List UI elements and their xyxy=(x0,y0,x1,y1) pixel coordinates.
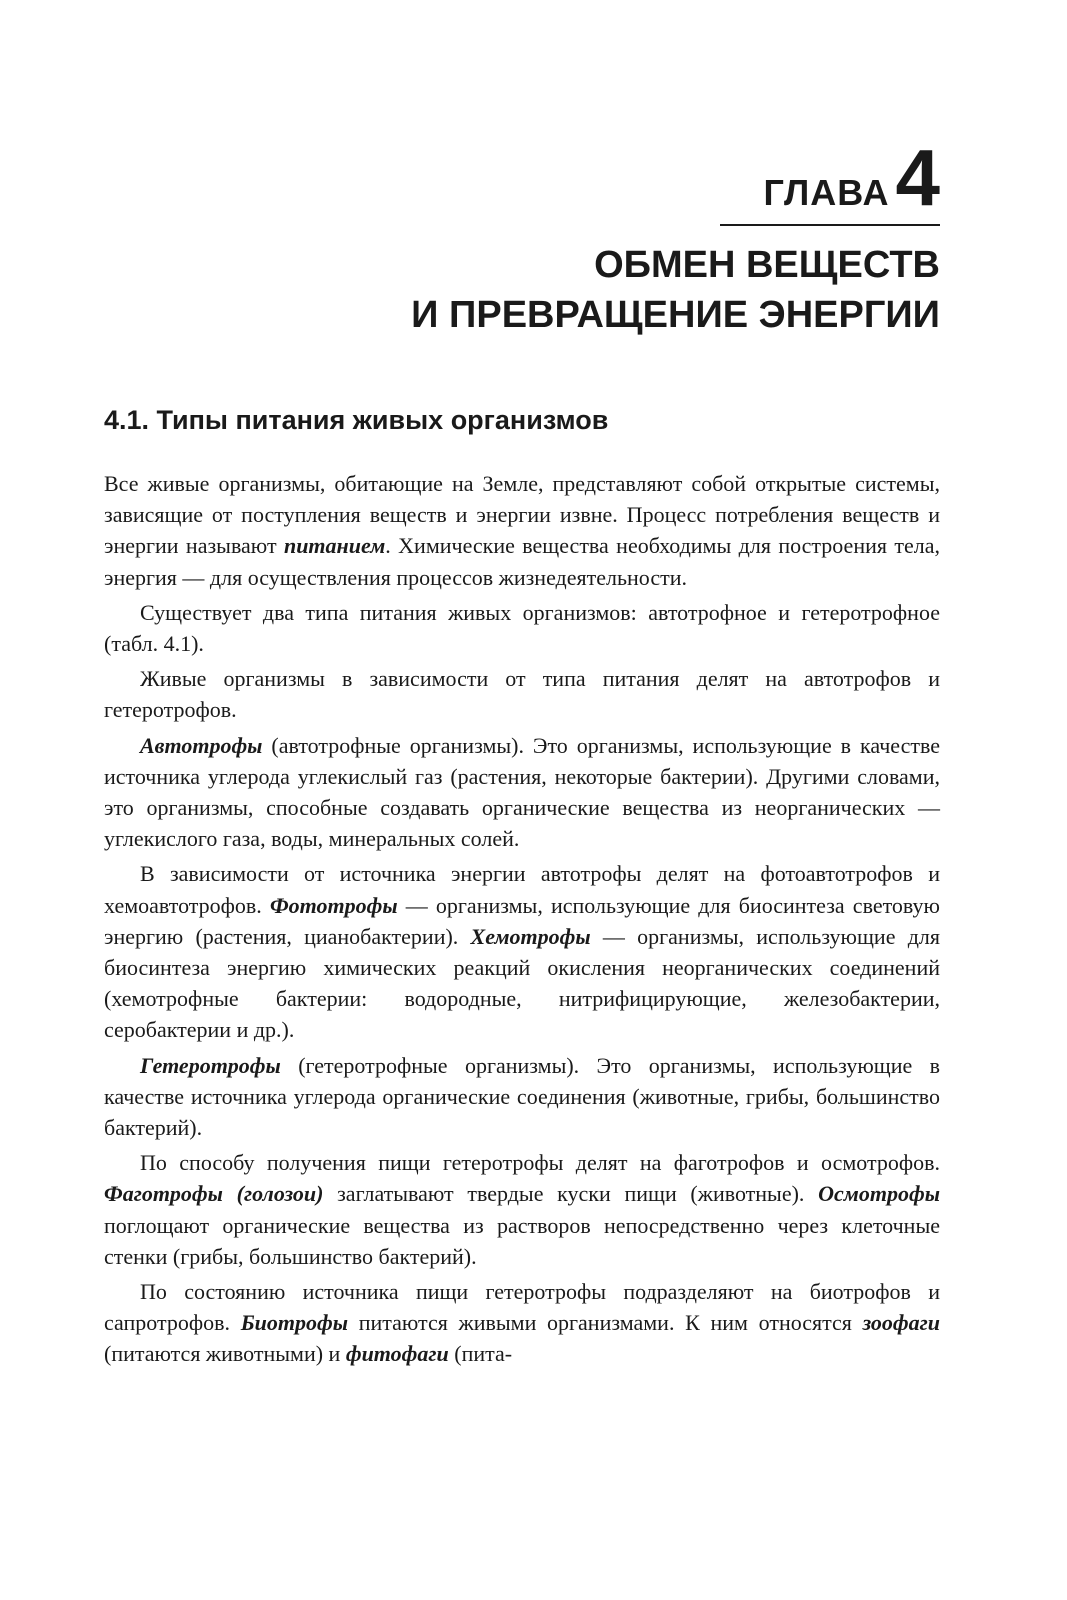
term-zoophages: зоофаги xyxy=(862,1310,940,1336)
body-text xyxy=(104,468,940,1374)
term-phytophages: фитофаги xyxy=(345,1341,449,1367)
chapter-number: 4 xyxy=(895,133,940,222)
text-span: — организмы, использующие для биосинтеза световую энергию (растения, цианобактерии). xyxy=(104,892,940,949)
term-nutrition: питанием xyxy=(283,533,386,559)
chapter-title-line-2: И ПРЕВРАЩЕНИЕ ЭНЕРГИИ xyxy=(411,294,940,336)
chapter-heading xyxy=(720,133,940,226)
section-title: 4.1. Типы питания живых организмов xyxy=(104,405,609,435)
chapter-word: ГЛАВА xyxy=(763,172,890,213)
term-phototrophs: Фототрофы xyxy=(269,892,398,918)
term-autotrophs: Автотрофы xyxy=(140,732,263,758)
term-heterotrophs: Гетеротрофы xyxy=(140,1052,281,1078)
term-chemotrophs: Хемотрофы xyxy=(470,923,591,949)
paragraph-1 xyxy=(104,468,940,593)
term-osmotrophs: Осмотрофы xyxy=(818,1181,940,1207)
paragraph-4 xyxy=(104,730,940,855)
text-span: (пита- xyxy=(448,1341,513,1367)
paragraph-2: Существует два типа питания живых организмов: автотрофное и гетеротрофное (табл. 4.1). xyxy=(104,599,940,657)
paragraph-5 xyxy=(104,858,940,1045)
text-span: — организмы, использующие для биосинтеза энергию химических реакций окисления неорганических соединений (хемотрофные бактерии: водородные, нитрифицирующие, железобактерии, серобактерии и др.). xyxy=(104,923,940,1043)
text-span: Все живые организмы, обитающие на Земле, представляют собой открытые системы, зависящие от поступления веществ и энергии извне. Процесс потребления веществ и энергии называют xyxy=(104,471,940,559)
chapter-title-line-1: ОБМЕН ВЕЩЕСТВ xyxy=(594,244,940,286)
paragraph-7 xyxy=(104,1147,940,1272)
text-span: (автотрофные организмы). Это организмы, использующие в качестве источника углерода углекислый газ (растения, некоторые бактерии). Другими словами, это организмы, способные создавать органические вещества из неорганических — углекислого газа, воды, минеральных солей. xyxy=(104,732,940,852)
term-phagotrophs: Фаготрофы (голозои) xyxy=(104,1181,324,1207)
paragraph-3: Живые организмы в зависимости от типа питания делят на автотрофов и гетеротрофов. xyxy=(104,666,940,723)
paragraph-8 xyxy=(104,1276,940,1370)
text-span: питаются живыми организмами. К ним относятся xyxy=(348,1310,863,1336)
term-biotrophs: Биотрофы xyxy=(240,1310,349,1336)
chapter-title xyxy=(411,240,940,340)
text-span: . Химические вещества необходимы для построения тела, энергия — для осуществления процессов жизнедеятельности. xyxy=(104,533,940,590)
text-span: заглатывают твердые куски пищи (животные). xyxy=(323,1181,819,1207)
text-span: По способу получения пищи гетеротрофы делят на фаготрофов и осмотрофов. xyxy=(140,1150,940,1176)
text-span: (гетеротрофные организмы). Это организмы, использующие в качестве источника углерода органические соединения (животные, грибы, большинство бактерий). xyxy=(104,1052,940,1141)
text-span: поглощают органические вещества из растворов непосредственно через клеточные стенки (грибы, большинство бактерий). xyxy=(104,1212,940,1269)
text-span: В зависимости от источника энергии автотрофы делят на фотоавтотрофов и хемоавтотрофов. xyxy=(104,861,940,918)
book-page xyxy=(104,0,940,1600)
paragraph-6 xyxy=(104,1050,940,1144)
text-span: (питаются животными) и xyxy=(104,1341,346,1367)
text-span: По состоянию источника пищи гетеротрофы подразделяют на биотрофов и сапротрофов. xyxy=(104,1279,940,1336)
